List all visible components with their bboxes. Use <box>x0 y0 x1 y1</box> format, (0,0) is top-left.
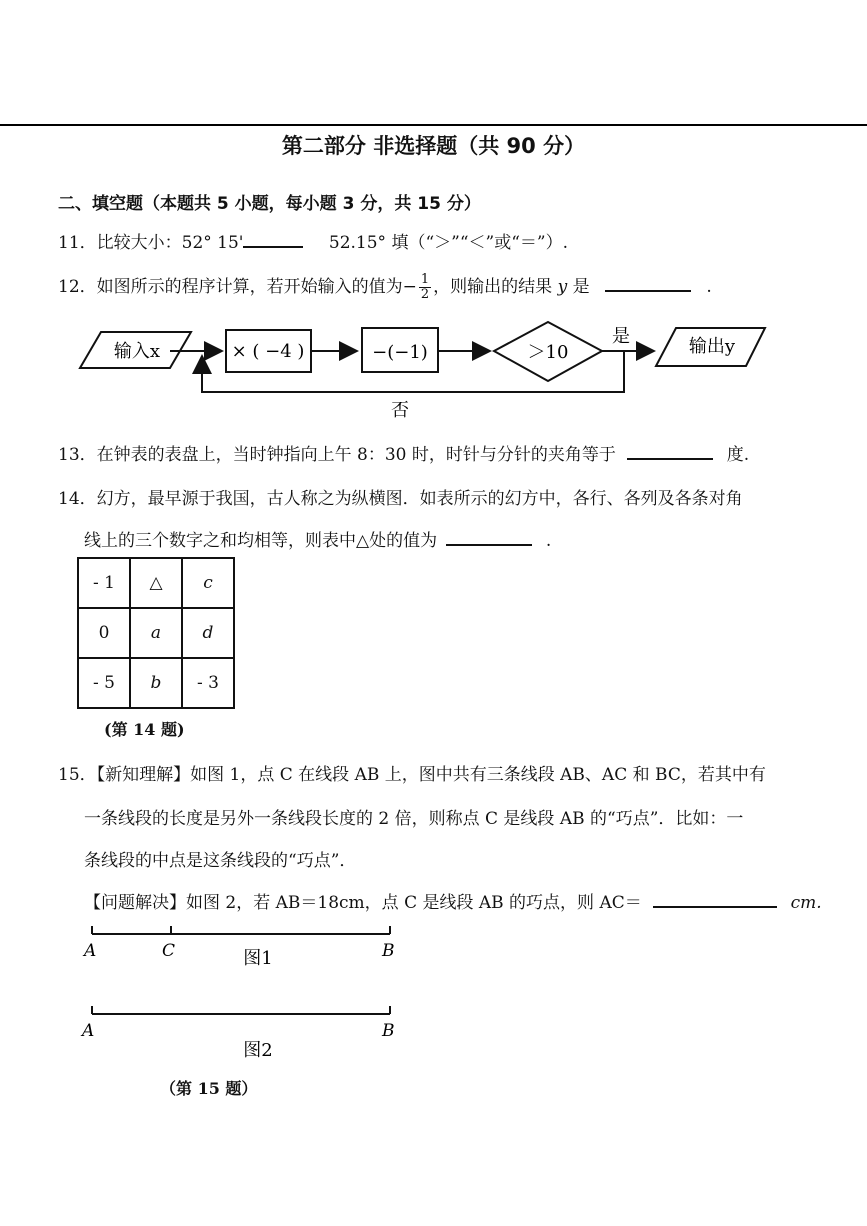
table-cell: 0 <box>78 608 130 658</box>
yes-label: 是 <box>612 326 630 347</box>
answer-blank[interactable] <box>446 530 532 546</box>
fraction-numerator: 1 <box>420 272 430 287</box>
question-text: 比较大小：52° 15' <box>96 233 244 253</box>
answer-blank[interactable] <box>243 232 303 248</box>
point-c-label: C <box>162 941 176 961</box>
question-14-line-1 <box>58 484 743 509</box>
output-label: 输出y <box>688 336 736 357</box>
question-end: . <box>545 531 552 551</box>
fraction-denominator: 2 <box>420 287 430 302</box>
question-number: 15． <box>58 765 97 785</box>
question-14-line-2 <box>84 526 551 551</box>
table-cell: - 5 <box>78 658 130 708</box>
subtract-label: −(−1) <box>372 342 428 363</box>
segment-figures <box>0 918 867 1068</box>
table-cell: b <box>130 658 182 708</box>
figure-2-label: 图2 <box>243 1040 273 1061</box>
question-text: 线上的三个数字之和均相等，则表中△处的值为 <box>84 531 438 551</box>
point-b-label: B <box>382 1021 395 1041</box>
question-12 <box>58 272 712 302</box>
question-15-line-3: 条线段的中点是这条线段的“巧点”． <box>84 851 357 871</box>
question-text: 在钟表的表盘上，当时钟指向上午 8：30 时，时针与分针的夹角等于 <box>96 445 616 465</box>
question-end: 度. <box>726 445 750 465</box>
question-15-line-4 <box>84 888 822 913</box>
part-title: 第二部分 非选择题（共 90 分） <box>281 134 586 158</box>
answer-blank[interactable] <box>605 276 691 292</box>
top-rule <box>0 124 867 126</box>
table-cell: - 3 <box>182 658 234 708</box>
point-a-label: A <box>82 1021 95 1041</box>
table-row <box>78 608 234 658</box>
question-text: ，则输出的结果 <box>433 277 553 297</box>
question-number: 12． <box>58 277 97 297</box>
magic-square <box>77 557 235 709</box>
variable: y <box>557 277 568 297</box>
program-flowchart <box>0 318 867 428</box>
question-end: . <box>706 277 712 297</box>
input-label: 输入x <box>113 341 161 362</box>
condition-label: ＞10 <box>527 342 569 363</box>
question-text: 【新知理解】如图 1，点 C 在线段 AB 上，图中共有三条线段 AB、AC 和 BC，若其中有 <box>96 765 766 785</box>
question-number: 11． <box>58 233 97 253</box>
question-text: 幻方，最早源于我国，古人称之为纵横图．如表所示的幻方中，各行、各列及各条对角 <box>96 489 743 509</box>
question-text: 【问题解决】如图 2，若 AB＝18cm，点 C 是线段 AB 的巧点，则 AC＝ <box>84 893 642 913</box>
table-cell: △ <box>130 558 182 608</box>
section-heading: 二、填空题（本题共 5 小题，每小题 3 分，共 15 分） <box>58 194 481 214</box>
multiply-label: × ( −4 ) <box>231 341 305 362</box>
table-cell: a <box>130 608 182 658</box>
no-label: 否 <box>391 400 409 421</box>
question-number: 13． <box>58 445 97 465</box>
fraction <box>419 273 431 302</box>
point-a-label: A <box>84 941 97 961</box>
question-text: 52.15° 填（“＞”“＜”或“＝”）. <box>328 233 569 253</box>
question-13 <box>58 440 749 465</box>
question-text: 如图所示的程序计算，若开始输入的值为− <box>96 277 417 297</box>
question-text: 是 <box>572 277 590 297</box>
question-15-line-1 <box>58 760 766 785</box>
figure-caption: (第 14 题) <box>104 720 185 739</box>
table-row <box>78 558 234 608</box>
answer-blank[interactable] <box>653 892 777 908</box>
question-15-line-2: 一条线段的长度是另外一条线段长度的 2 倍，则称点 C 是线段 AB 的“巧点”．比如：一 <box>84 809 744 829</box>
question-number: 14． <box>58 489 97 509</box>
table-cell: d <box>182 608 234 658</box>
table-cell: - 1 <box>78 558 130 608</box>
question-11 <box>58 228 568 253</box>
table-cell: c <box>182 558 234 608</box>
table-row <box>78 658 234 708</box>
unit-label: cm. <box>790 893 822 913</box>
figure-1-label: 图1 <box>243 948 273 969</box>
figure-caption: （第 15 题） <box>160 1079 258 1098</box>
point-b-label: B <box>382 941 395 961</box>
answer-blank[interactable] <box>627 444 713 460</box>
